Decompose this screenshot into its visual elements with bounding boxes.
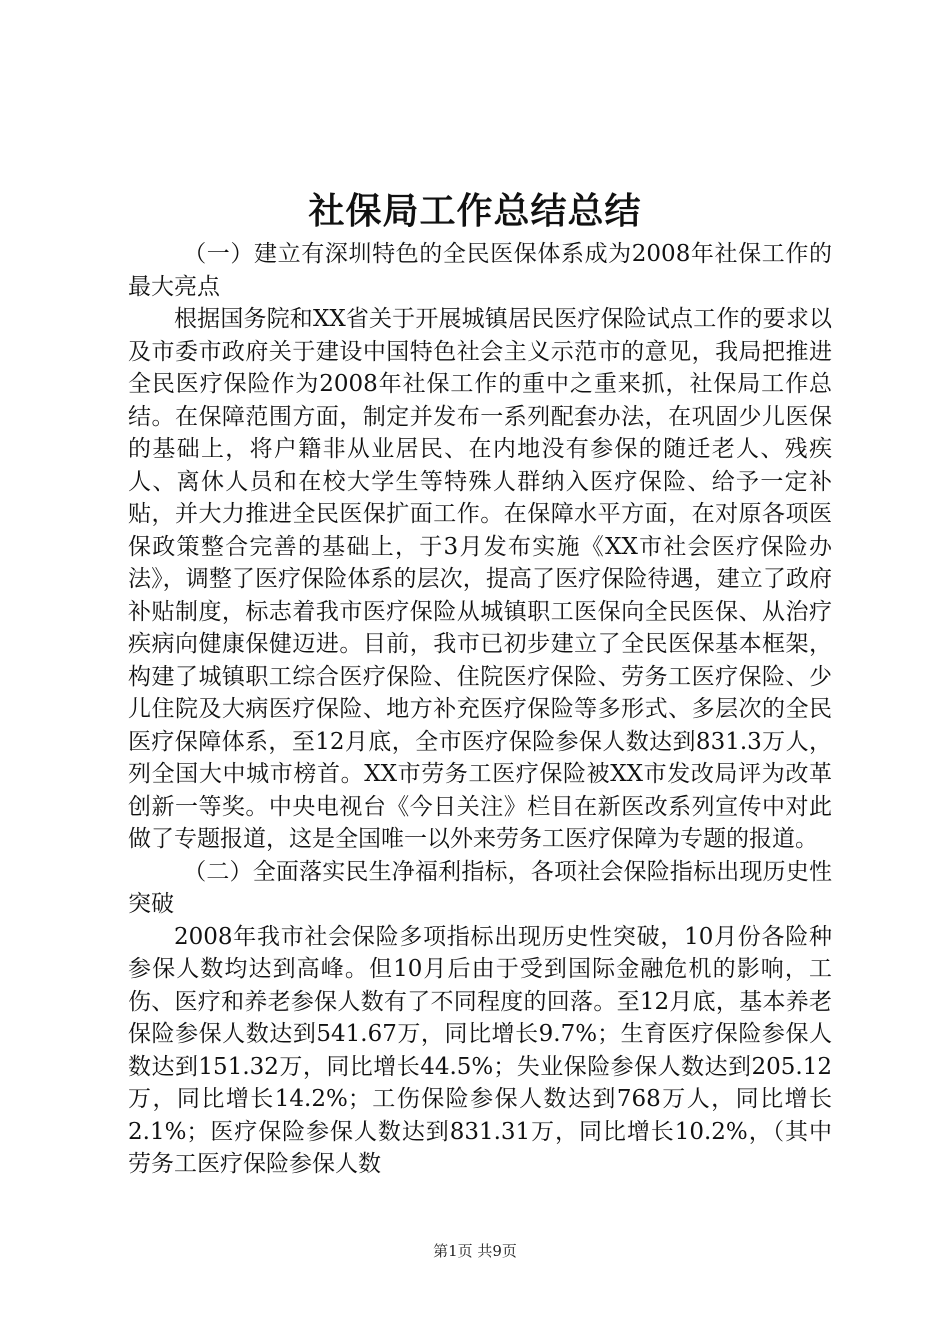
page-footer: 第1页 共9页 (433, 1242, 517, 1260)
section-heading-1: （一）建立有深圳特色的全民医保体系成为2008年社保工作的最大亮点 (128, 241, 832, 300)
section-heading-2: （二）全面落实民生净福利指标，各项社会保险指标出现历史性突破 (128, 858, 832, 917)
page-title: 社保局工作总结总结 (308, 190, 642, 232)
document-body (128, 238, 832, 1181)
body-paragraph-2: 2008年我市社会保险多项指标出现历史性突破，10月份各险种参保人数均达到高峰。但10月后由于受到国际金融危机的影响，工伤、医疗和养老参保人数有了不同程度的回落。至12月底，基本养老保险参保人数达到541.67万，同比增长9.7%；生育医疗保险参保人数达到151.32万，同比增长44.5%；失业保险参保人数达到205.12万，同比增长14.2%；工伤保险参保人数达到768万人，同比增长2.1%；医疗保险参保人数达到831.31万，同比增长10.2%，（其中劳务工医疗保险参保人数 (128, 923, 832, 1177)
body-paragraph-1: 根据国务院和XX省关于开展城镇居民医疗保险试点工作的要求以及市委市政府关于建设中国特色社会主义示范市的意见，我局把推进全民医疗保险作为2008年社保工作的重中之重来抓，社保局工作总结。在保障范围方面，制定并发布一系列配套办法，在巩固少儿医保的基础上，将户籍非从业居民、在内地没有参保的随迁老人、残疾人、离休人员和在校大学生等特殊人群纳入医疗保险、给予一定补贴，并大力推进全民医保扩面工作。在保障水平方面，在对原各项医保政策整合完善的基础上，于3月发布实施《XX市社会医疗保险办法》，调整了医疗保险体系的层次，提高了医疗保险待遇，建立了政府补贴制度，标志着我市医疗保险从城镇职工医保向全民医保、从治疗疾病向健康保健迈进。目前，我市已初步建立了全民医保基本框架，构建了城镇职工综合医疗保险、住院医疗保险、劳务工医疗保险、少儿住院及大病医疗保险、地方补充医疗保险等多形式、多层次的全民医疗保障体系，至12月底，全市医疗保险参保人数达到831.3万人，列全国大中城市榜首。XX市劳务工医疗保险被XX市发改局评为改革创新一等奖。中央电视台《今日关注》栏目在新医改系列宣传中对此做了专题报道，这是全国唯一以外来劳务工医疗保障为专题的报道。 (128, 306, 832, 852)
